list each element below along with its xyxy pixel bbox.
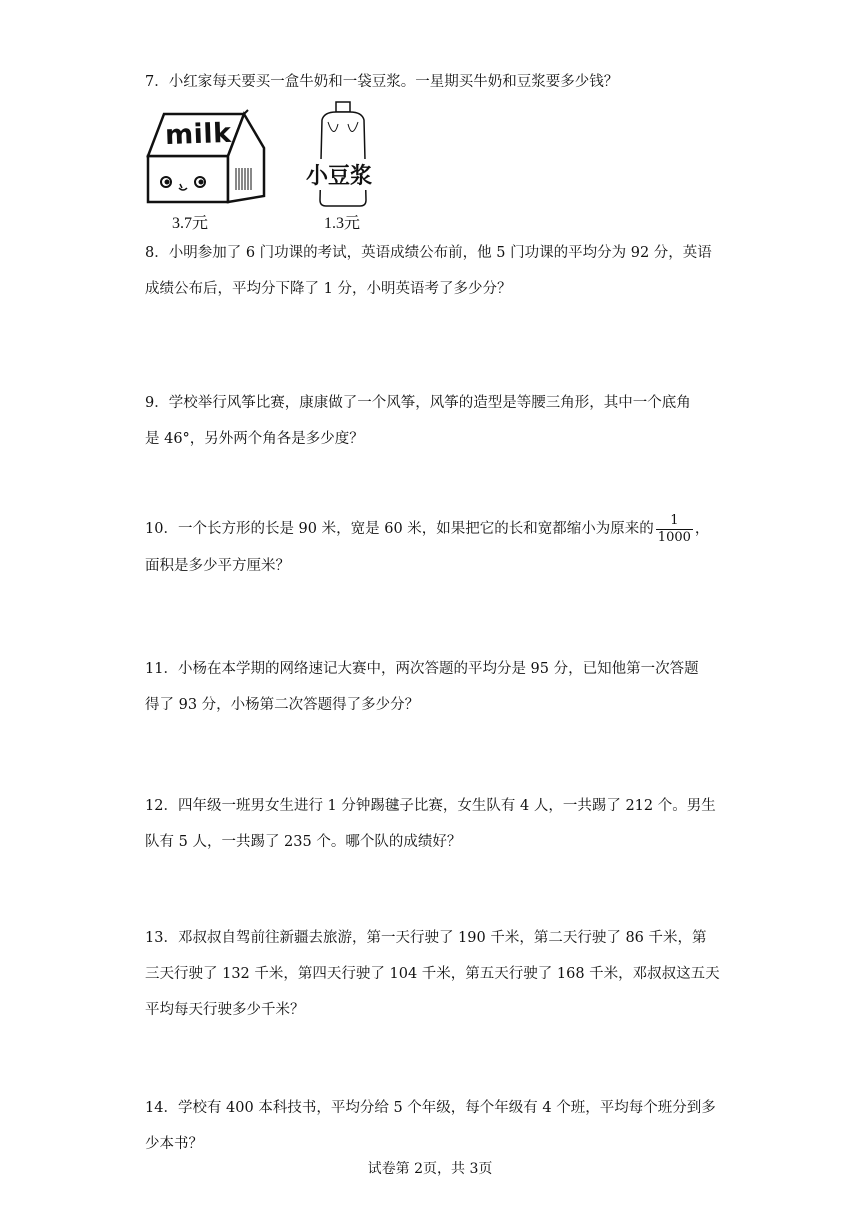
question-14 <box>145 1090 725 1162</box>
fraction-denominator: 1000 <box>657 529 691 545</box>
question-11 <box>145 651 725 723</box>
soy-milk-label: 小豆浆 <box>304 159 374 190</box>
question-12-line-1: 12．四年级一班男女生进行 1 分钟踢毽子比赛，女生队有 4 人，一共踢了 212 个。男生 <box>145 798 716 814</box>
question-10-line-1 <box>145 508 725 550</box>
question-13-line-2: 三天行驶了 132 千米，第四天行驶了 104 千米，第五天行驶了 168 千米，邓叔叔这五天 <box>145 966 720 982</box>
question-9-line-2: 是 46°，另外两个角各是多少度？ <box>145 431 364 447</box>
question-10-line-2: 面积是多少平方厘米？ <box>145 558 290 574</box>
question-11-line-1: 11．小杨在本学期的网络速记大赛中，两次答题的平均分是 95 分，已知他第一次答题 <box>145 661 699 677</box>
question-9-line-1: 9．学校举行风筝比赛，康康做了一个风筝，风筝的造型是等腰三角形，其中一个底角 <box>145 395 691 411</box>
question-11-line-2: 得了 93 分，小杨第二次答题得了多少分？ <box>145 697 420 713</box>
question-13-line-1: 13．邓叔叔自驾前往新疆去旅游，第一天行驶了 190 千米，第二天行驶了 86 千米，第 <box>145 930 707 946</box>
milk-price: 3.7元 <box>172 215 209 232</box>
question-12-line-2: 队有 5 人，一共踢了 235 个。哪个队的成绩好？ <box>145 834 462 850</box>
question-14-line-2: 少本书？ <box>145 1136 203 1152</box>
milk-label: milk <box>164 117 233 152</box>
soy-milk-bag-illustration <box>304 100 384 208</box>
fraction-numerator: 1 <box>656 513 693 530</box>
question-9 <box>145 385 725 457</box>
question-7-text: 7．小红家每天要买一盒牛奶和一袋豆浆。一星期买牛奶和豆浆要多少钱？ <box>145 74 619 90</box>
question-10 <box>145 508 725 584</box>
page-footer: 试卷第 2页，共 3页 <box>367 1161 493 1177</box>
question-14-line-1: 14．学校有 400 本科技书，平均分给 5 个年级，每个年级有 4 个班，平均每个班分到多 <box>145 1100 716 1116</box>
question-7 <box>145 64 725 100</box>
question-8-line-1: 8．小明参加了 6 门功课的考试，英语成绩公布前，他 5 门功课的平均分为 92 分，英语 <box>145 245 712 261</box>
soy-milk-price: 1.3元 <box>324 215 361 232</box>
question-13-line-3: 平均每天行驶多少千米？ <box>145 1002 305 1018</box>
question-10-text-pre: 10．一个长方形的长是 90 米，宽是 60 米，如果把它的长和宽都缩小为原来的 <box>145 521 654 537</box>
question-12 <box>145 788 725 860</box>
fraction <box>656 513 693 546</box>
question-13 <box>145 920 725 1028</box>
question-8-line-2: 成绩公布后，平均分下降了 1 分，小明英语考了多少分？ <box>145 281 512 297</box>
question-8 <box>145 235 725 307</box>
question-10-text-post: ， <box>694 521 710 537</box>
